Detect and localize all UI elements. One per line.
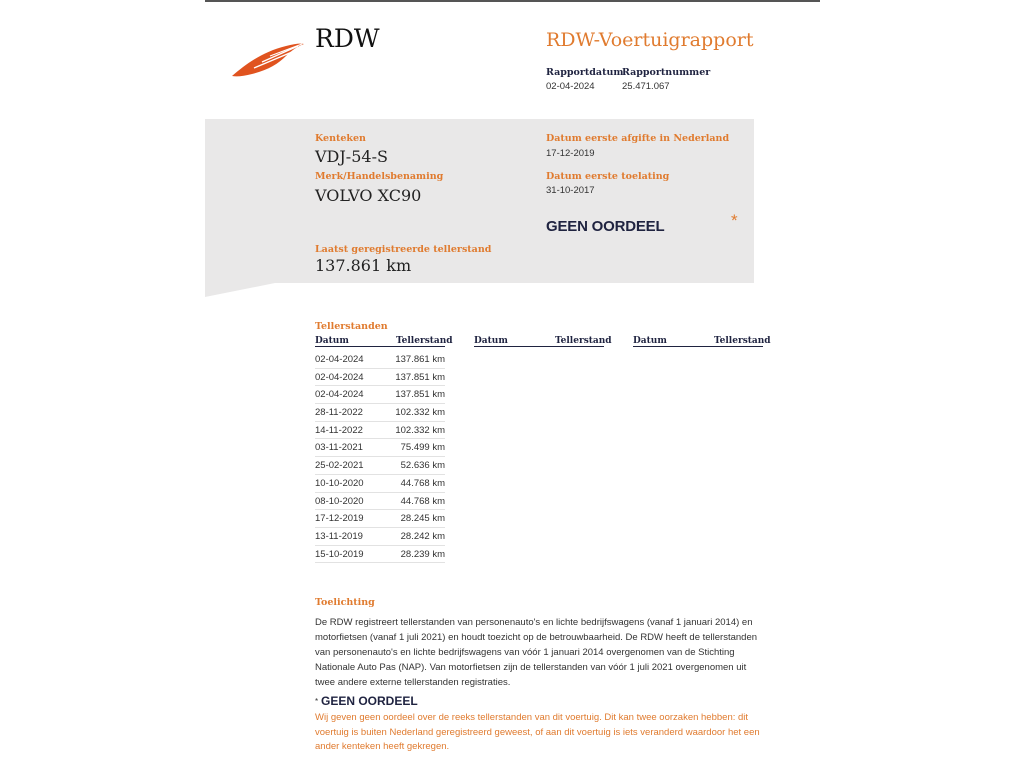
verdict-asterisk: *	[731, 211, 738, 230]
table-row	[315, 528, 445, 546]
make-label: Merk/Handelsbenaming	[315, 171, 444, 182]
reading-value: 28.239 km	[400, 548, 445, 560]
table-row	[315, 351, 445, 369]
first-admission-label: Datum eerste toelating	[546, 171, 670, 182]
plate-label: Kenteken	[315, 133, 366, 144]
col2-value-header: Tellerstand	[555, 336, 612, 346]
col1-value-header: Tellerstand	[396, 336, 453, 346]
reading-value: 102.332 km	[395, 407, 445, 419]
table-row	[315, 510, 445, 528]
table-row	[315, 369, 445, 387]
report-date: 02-04-2024	[546, 81, 595, 92]
make-value: VOLVO XC90	[315, 186, 422, 205]
reading-value: 137.851 km	[395, 389, 445, 401]
reading-value: 44.768 km	[400, 477, 445, 489]
reading-date: 14-11-2022	[315, 424, 363, 436]
reading-value: 75.499 km	[400, 442, 445, 454]
table-row	[315, 475, 445, 493]
table-row	[315, 386, 445, 404]
reading-value: 137.851 km	[395, 371, 445, 383]
col3-header-rule	[633, 346, 763, 347]
first-admission-value: 31-10-2017	[546, 185, 595, 196]
reading-value: 102.332 km	[395, 424, 445, 436]
odometer-value: 137.861 km	[315, 256, 412, 275]
report-number: 25.471.067	[622, 81, 670, 92]
reading-date: 10-10-2020	[315, 477, 364, 489]
reading-date: 02-04-2024	[315, 371, 364, 383]
report-number-label: Rapportnummer	[622, 67, 711, 78]
table-row	[315, 404, 445, 422]
col3-value-header: Tellerstand	[714, 336, 771, 346]
reading-date: 13-11-2019	[315, 530, 363, 542]
table-row	[315, 457, 445, 475]
first-nl-label: Datum eerste afgifte in Nederland	[546, 133, 730, 144]
reading-date: 02-04-2024	[315, 389, 364, 401]
verdict-footnote-asterisk: *	[315, 697, 319, 706]
reading-value: 28.245 km	[400, 513, 445, 525]
table-row	[315, 493, 445, 511]
reading-date: 03-11-2021	[315, 442, 363, 454]
readings-table	[315, 351, 445, 563]
table-row	[315, 439, 445, 457]
reading-date: 08-10-2020	[315, 495, 364, 507]
explanation-text: De RDW registreert tellerstanden van personenauto's en lichte bedrijfswagens (vanaf 1 januari 2014) en motorfietsen (vanaf 1 juli 2021) en houdt toezicht op de betrouwbaarheid. De RDW heeft de tellerstanden van personenauto's en lichte bedrijfswagens van vóór 1 januari 2014 overgenomen van de Stichting Nationale Auto Pas (NAP). Van motorfietsen zijn de tellerstanden van vóór 1 juli 2021 overgenomen uit twee andere externe tellerstanden registraties.	[315, 617, 758, 688]
report-title: RDW-Voertuigrapport	[546, 29, 754, 51]
reading-value: 44.768 km	[400, 495, 445, 507]
reading-date: 15-10-2019	[315, 548, 364, 560]
col3-date-header: Datum	[633, 336, 667, 346]
table-row	[315, 422, 445, 440]
reading-value: 52.636 km	[400, 460, 445, 472]
reading-date: 17-12-2019	[315, 513, 364, 525]
report-date-label: Rapportdatum	[546, 67, 624, 78]
first-nl-value: 17-12-2019	[546, 148, 595, 159]
verdict-footnote-title: GEEN OORDEEL	[321, 694, 418, 708]
col2-date-header: Datum	[474, 336, 508, 346]
col1-date-header: Datum	[315, 336, 349, 346]
table-row	[315, 546, 445, 564]
reading-date: 25-02-2021	[315, 460, 364, 472]
reading-date: 28-11-2022	[315, 407, 363, 419]
top-rule	[205, 0, 820, 2]
panel-tail	[205, 283, 275, 297]
reading-value: 28.242 km	[400, 530, 445, 542]
reading-value: 137.861 km	[395, 354, 445, 365]
reading-date: 02-04-2024	[315, 354, 364, 365]
col1-header-rule	[315, 346, 445, 347]
rdw-logo-icon	[228, 38, 306, 80]
odometer-label: Laatst geregistreerde tellerstand	[315, 244, 492, 255]
readings-title: Tellerstanden	[315, 321, 388, 332]
plate-value: VDJ-54-S	[315, 147, 388, 166]
col2-header-rule	[474, 346, 604, 347]
explanation-title: Toelichting	[315, 597, 375, 608]
verdict-footnote-text: Wij geven geen oordeel over de reeks tellerstanden van dit voertuig. Dit kan twee oorzaken hebben: dit voertuig is buiten Nederland geregistreerd geweest, of aan dit voertuig is iets veranderd waardoor het een ander kenteken heeft gekregen.	[315, 712, 760, 752]
verdict-badge: GEEN OORDEEL	[546, 218, 665, 235]
brand-name: RDW	[315, 24, 380, 53]
